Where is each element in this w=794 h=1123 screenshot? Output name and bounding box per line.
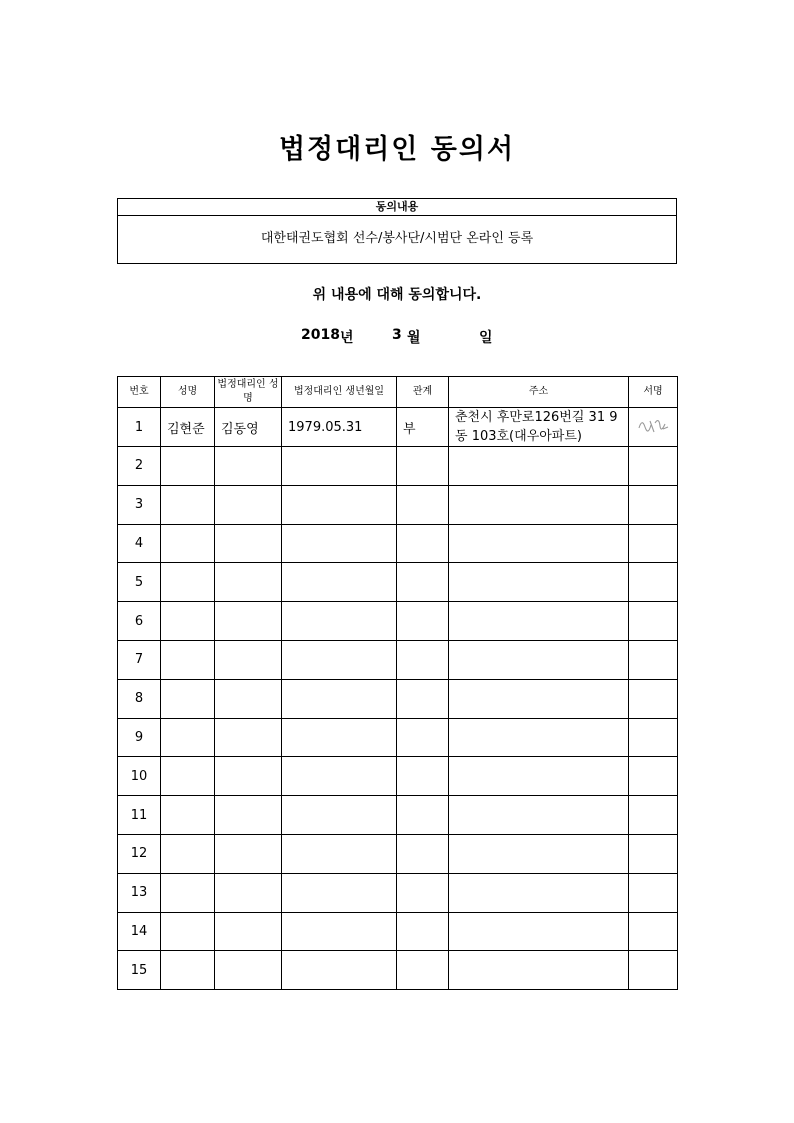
cell-number: 4 xyxy=(118,524,161,563)
table-row xyxy=(118,912,678,951)
document-title: 법정대리인 동의서 xyxy=(278,134,516,165)
cell-address xyxy=(449,834,629,873)
cell-guardian-name: 김동영 xyxy=(215,408,282,447)
cell-guardian-name xyxy=(215,563,282,602)
cell-address xyxy=(449,718,629,757)
cell-guardian-birth xyxy=(282,563,397,602)
cell-guardian-birth xyxy=(282,834,397,873)
cell-relation xyxy=(397,912,449,951)
cell-signature xyxy=(629,408,678,447)
cell-number: 13 xyxy=(118,873,161,912)
cell-relation xyxy=(397,951,449,990)
header-name: 성명 xyxy=(161,377,215,408)
cell-address xyxy=(449,524,629,563)
date-month: 3 xyxy=(392,327,402,343)
cell-guardian-birth xyxy=(282,602,397,641)
header-address: 주소 xyxy=(449,377,629,408)
cell-name: 김현준 xyxy=(161,408,215,447)
consent-header: 동의내용 xyxy=(118,199,676,216)
cell-relation xyxy=(397,524,449,563)
cell-signature xyxy=(629,563,678,602)
cell-guardian-birth xyxy=(282,447,397,486)
date-day-unit: 일 xyxy=(479,330,493,346)
table-row xyxy=(118,563,678,602)
cell-guardian-birth xyxy=(282,757,397,796)
cell-relation: 부 xyxy=(397,408,449,447)
cell-signature xyxy=(629,485,678,524)
header-number: 번호 xyxy=(118,377,161,408)
cell-name xyxy=(161,640,215,679)
cell-signature xyxy=(629,951,678,990)
table-row xyxy=(118,873,678,912)
cell-number: 14 xyxy=(118,912,161,951)
cell-signature xyxy=(629,679,678,718)
agreement-statement: 위 내용에 대해 동의합니다. xyxy=(312,287,482,303)
cell-name xyxy=(161,757,215,796)
cell-number: 2 xyxy=(118,447,161,486)
cell-address: 춘천시 후만로126번길 31 9동 103호(대우아파트) xyxy=(449,408,629,447)
cell-signature xyxy=(629,912,678,951)
date-month-unit: 월 xyxy=(407,330,421,346)
cell-guardian-name xyxy=(215,602,282,641)
cell-signature xyxy=(629,718,678,757)
cell-address xyxy=(449,640,629,679)
header-guardian-birth: 법정대리인 생년월일 xyxy=(282,377,397,408)
cell-number: 8 xyxy=(118,679,161,718)
cell-address xyxy=(449,757,629,796)
cell-guardian-birth xyxy=(282,640,397,679)
cell-name xyxy=(161,485,215,524)
cell-number: 7 xyxy=(118,640,161,679)
table-row xyxy=(118,718,678,757)
cell-guardian-birth xyxy=(282,873,397,912)
cell-guardian-name xyxy=(215,524,282,563)
cell-signature xyxy=(629,873,678,912)
cell-relation xyxy=(397,796,449,835)
cell-name xyxy=(161,873,215,912)
cell-name xyxy=(161,718,215,757)
date-year-unit: 년 xyxy=(340,330,354,346)
cell-number: 12 xyxy=(118,834,161,873)
cell-name xyxy=(161,679,215,718)
cell-guardian-birth: 1979.05.31 xyxy=(282,408,397,447)
cell-relation xyxy=(397,757,449,796)
cell-guardian-name xyxy=(215,796,282,835)
cell-guardian-birth xyxy=(282,485,397,524)
cell-guardian-birth xyxy=(282,679,397,718)
cell-name xyxy=(161,912,215,951)
header-signature: 서명 xyxy=(629,377,678,408)
cell-address xyxy=(449,951,629,990)
cell-signature xyxy=(629,796,678,835)
table-row xyxy=(118,602,678,641)
cell-address xyxy=(449,485,629,524)
cell-relation xyxy=(397,873,449,912)
cell-signature xyxy=(629,834,678,873)
table-row xyxy=(118,796,678,835)
header-guardian-name: 법정대리인 성명 xyxy=(215,377,282,408)
cell-address xyxy=(449,602,629,641)
table-row xyxy=(118,679,678,718)
cell-name xyxy=(161,796,215,835)
cell-relation xyxy=(397,602,449,641)
table-row xyxy=(118,834,678,873)
cell-name xyxy=(161,951,215,990)
signature-mark xyxy=(636,413,670,437)
table-row xyxy=(118,485,678,524)
cell-relation xyxy=(397,679,449,718)
cell-guardian-birth xyxy=(282,912,397,951)
cell-name xyxy=(161,447,215,486)
cell-relation xyxy=(397,640,449,679)
table-row xyxy=(118,524,678,563)
cell-guardian-birth xyxy=(282,524,397,563)
cell-guardian-name xyxy=(215,447,282,486)
cell-name xyxy=(161,834,215,873)
cell-guardian-name xyxy=(215,718,282,757)
cell-number: 11 xyxy=(118,796,161,835)
cell-address xyxy=(449,796,629,835)
cell-address xyxy=(449,679,629,718)
header-relation: 관계 xyxy=(397,377,449,408)
cell-name xyxy=(161,524,215,563)
cell-address xyxy=(449,447,629,486)
cell-guardian-name xyxy=(215,757,282,796)
table-header-row xyxy=(118,377,678,408)
cell-address xyxy=(449,563,629,602)
cell-guardian-name xyxy=(215,679,282,718)
table-row xyxy=(118,408,678,447)
cell-relation xyxy=(397,563,449,602)
cell-address xyxy=(449,912,629,951)
cell-signature xyxy=(629,447,678,486)
cell-guardian-name xyxy=(215,834,282,873)
cell-name xyxy=(161,563,215,602)
consent-text: 대한태권도협회 선수/봉사단/시범단 온라인 등록 xyxy=(260,231,534,246)
cell-relation xyxy=(397,718,449,757)
cell-number: 5 xyxy=(118,563,161,602)
cell-relation xyxy=(397,447,449,486)
cell-number: 15 xyxy=(118,951,161,990)
cell-signature xyxy=(629,640,678,679)
table-row xyxy=(118,640,678,679)
cell-name xyxy=(161,602,215,641)
cell-guardian-birth xyxy=(282,796,397,835)
cell-signature xyxy=(629,524,678,563)
cell-guardian-name xyxy=(215,485,282,524)
cell-signature xyxy=(629,602,678,641)
cell-guardian-name xyxy=(215,873,282,912)
cell-number: 3 xyxy=(118,485,161,524)
cell-number: 6 xyxy=(118,602,161,641)
cell-guardian-birth xyxy=(282,718,397,757)
cell-guardian-name xyxy=(215,951,282,990)
cell-relation xyxy=(397,834,449,873)
cell-guardian-name xyxy=(215,640,282,679)
cell-address xyxy=(449,873,629,912)
table-row xyxy=(118,757,678,796)
cell-number: 9 xyxy=(118,718,161,757)
table-row xyxy=(118,951,678,990)
cell-signature xyxy=(629,757,678,796)
cell-number: 10 xyxy=(118,757,161,796)
cell-guardian-birth xyxy=(282,951,397,990)
cell-guardian-name xyxy=(215,912,282,951)
cell-number: 1 xyxy=(118,408,161,447)
consent-box xyxy=(117,198,677,264)
guardian-table xyxy=(117,376,678,990)
table-row xyxy=(118,447,678,486)
cell-relation xyxy=(397,485,449,524)
date-year: 2018 xyxy=(301,327,340,343)
